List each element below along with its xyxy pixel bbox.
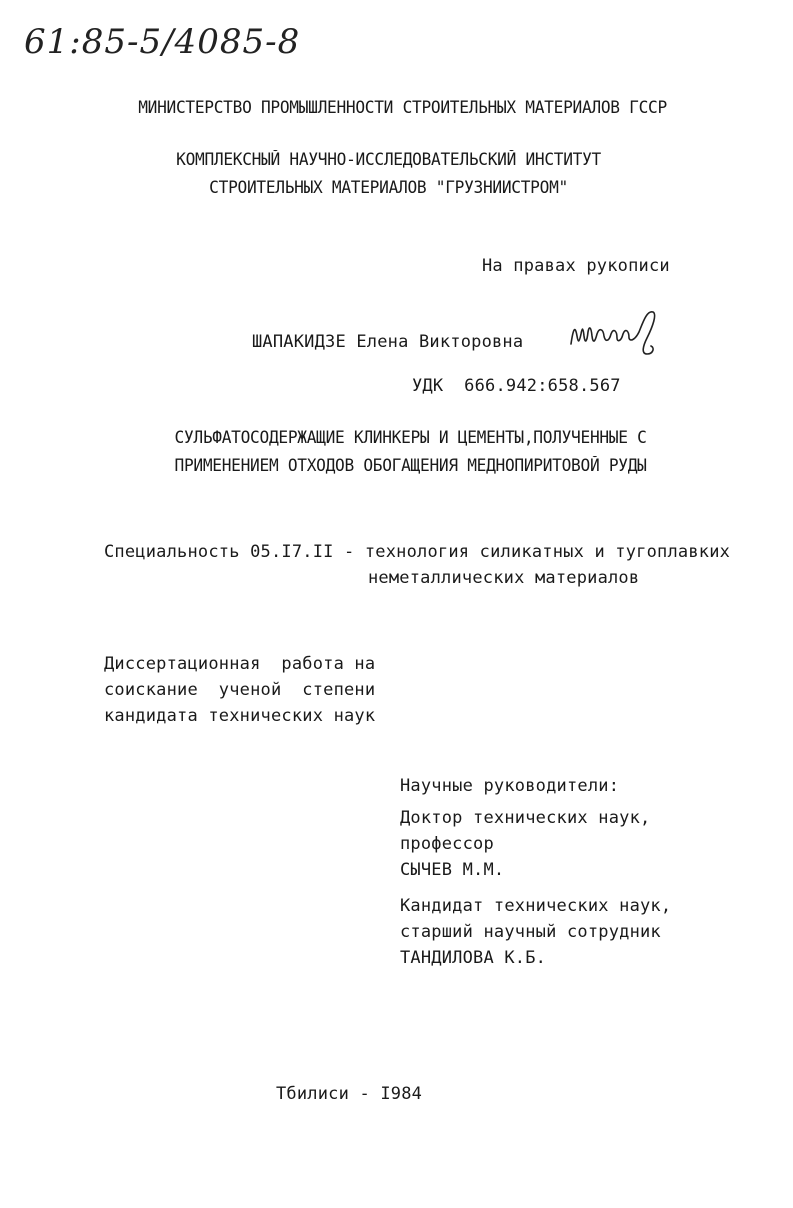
author-name: ШАПАКИДЗЕ Елена Викторовна	[252, 332, 524, 352]
supervisor-1-degree: Доктор технических наук,	[400, 808, 651, 828]
supervisor-2-name: ТАНДИЛОВА К.Б.	[400, 948, 547, 968]
supervisor-1-name: СЫЧЕВ М.М.	[400, 860, 505, 880]
institute-name-line-2: СТРОИТЕЛЬНЫХ МАТЕРИАЛОВ "ГРУЗНИИСТРОМ"	[209, 178, 568, 197]
supervisor-1-title: профессор	[400, 834, 494, 854]
place-and-year: Тбилиси - I984	[276, 1084, 423, 1104]
dissertation-title-line-2: ПРИМЕНЕНИЕМ ОТХОДОВ ОБОГАЩЕНИЯ МЕДНОПИРИТОВОЙ РУДЫ	[174, 456, 647, 475]
udc-code: УДК 666.942:658.567	[412, 376, 621, 396]
supervisor-2-degree: Кандидат технических наук,	[400, 896, 672, 916]
specialty-line-1: Специальность 05.I7.II - технология силикатных и тугоплавких	[104, 542, 731, 562]
ministry-header: МИНИСТЕРСТВО ПРОМЫШЛЕННОСТИ СТРОИТЕЛЬНЫХ МАТЕРИАЛОВ ГССР	[138, 98, 667, 117]
dissertation-note-line-2: соискание ученой степени	[104, 680, 376, 700]
manuscript-note: На правах рукописи	[482, 256, 670, 276]
dissertation-title-line-1: СУЛЬФАТОСОДЕРЖАЩИЕ КЛИНКЕРЫ И ЦЕМЕНТЫ,ПОЛУЧЕННЫЕ С	[174, 428, 647, 447]
specialty-line-2: неметаллических материалов	[368, 568, 640, 588]
dissertation-note-line-1: Диссертационная работа на	[104, 654, 376, 674]
signature-drawing	[567, 306, 677, 362]
author-signature	[567, 306, 677, 362]
dissertation-note-line-3: кандидата технических наук	[104, 706, 376, 726]
institute-name-line-1: КОМПЛЕКСНЫЙ НАУЧНО-ИССЛЕДОВАТЕЛЬСКИЙ ИНСТИТУТ	[176, 150, 602, 169]
supervisors-heading: Научные руководители:	[400, 776, 620, 796]
supervisor-2-title: старший научный сотрудник	[400, 922, 661, 942]
archive-mark: 61:85-5/4085-8	[24, 22, 301, 62]
